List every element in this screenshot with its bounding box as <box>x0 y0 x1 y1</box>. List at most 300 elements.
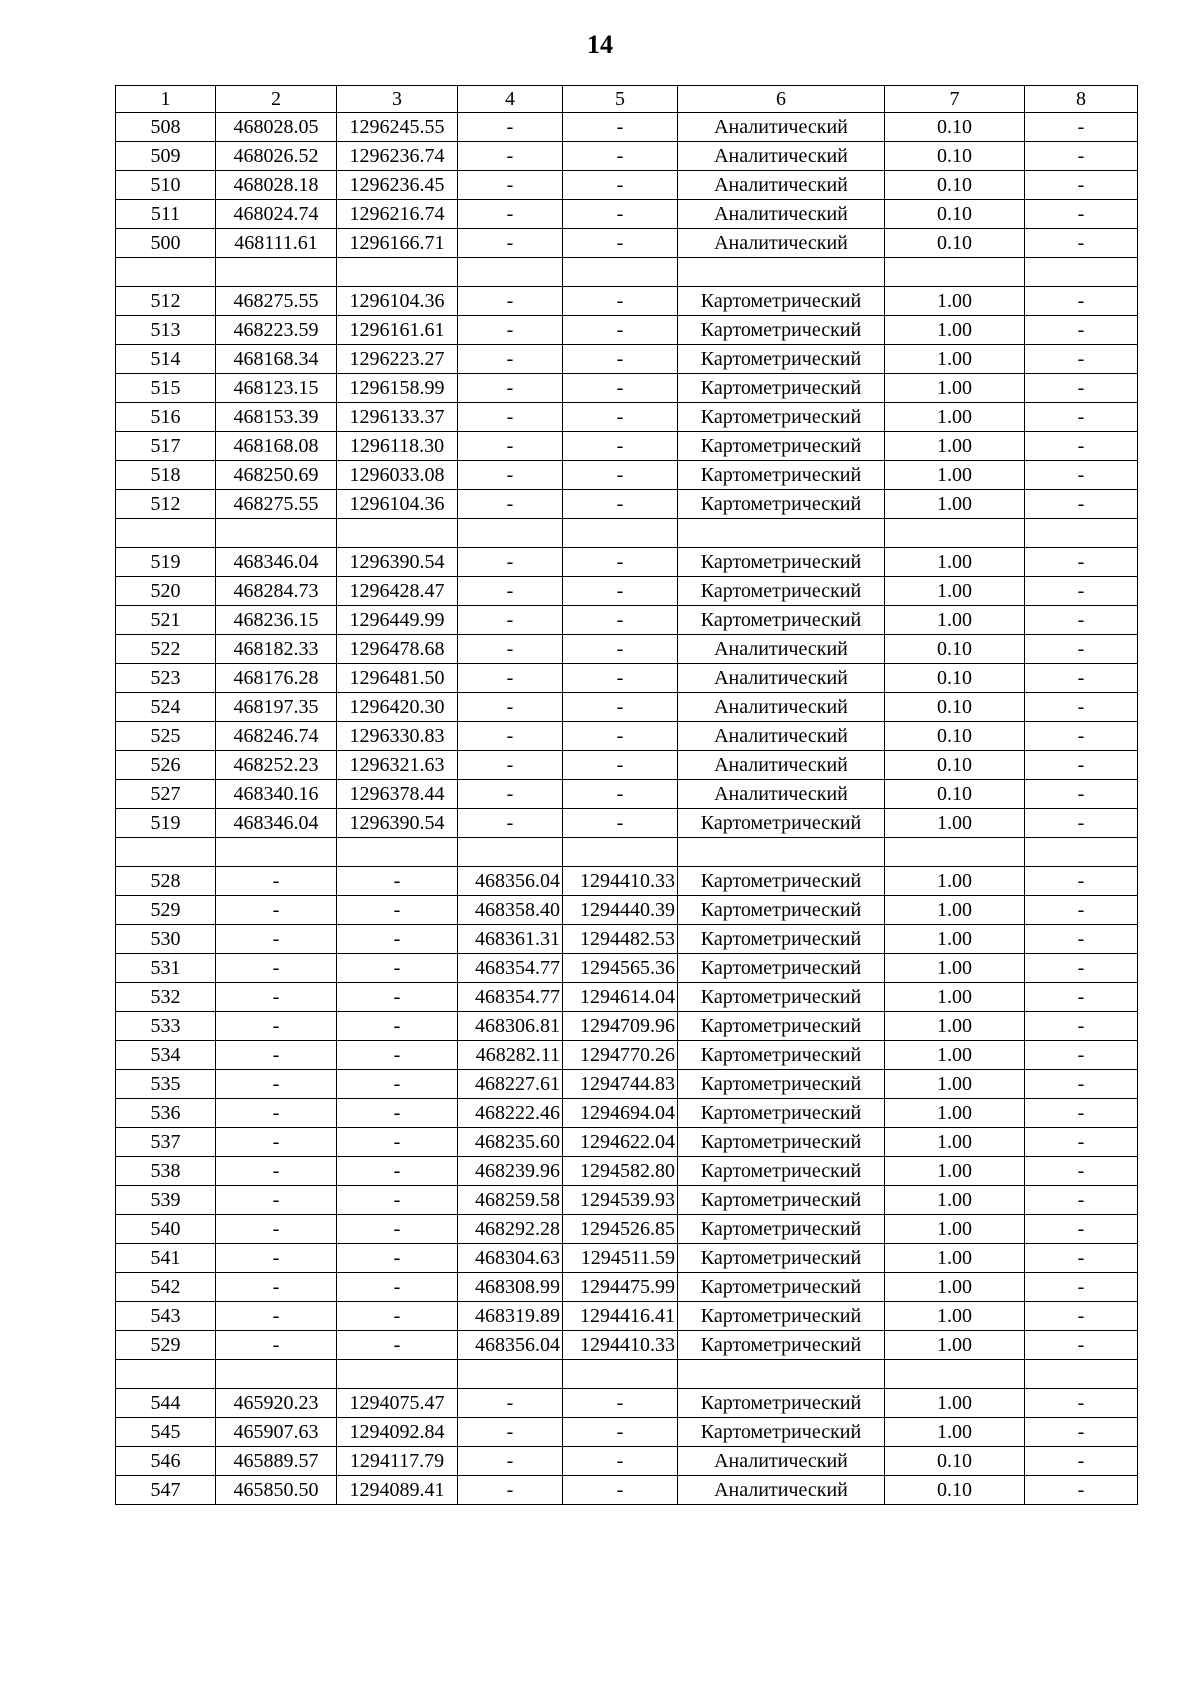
table-cell-col-2: 468346.04 <box>216 548 337 577</box>
table-cell-col-8: - <box>1025 867 1138 896</box>
table-cell-col-7: 1.00 <box>885 1418 1025 1447</box>
table-cell-col-6: Картометрический <box>678 1273 885 1302</box>
table-cell-col-7: 1.00 <box>885 577 1025 606</box>
table-cell-col-4: - <box>458 113 563 142</box>
table-cell-col-7: 1.00 <box>885 490 1025 519</box>
table-cell-col-6: Картометрический <box>678 1099 885 1128</box>
table-cell-col-8: - <box>1025 113 1138 142</box>
table-cell-col-6: Картометрический <box>678 432 885 461</box>
table-cell-col-4: 468222.46 <box>458 1099 563 1128</box>
table-cell-col-3: 1296245.55 <box>337 113 458 142</box>
empty-cell <box>458 258 563 287</box>
table-cell-col-3: 1296118.30 <box>337 432 458 461</box>
table-cell-col-3: 1296166.71 <box>337 229 458 258</box>
table-cell-col-1: 535 <box>116 1070 216 1099</box>
table-cell-col-8: - <box>1025 664 1138 693</box>
table-cell-col-5: - <box>563 171 678 200</box>
table-cell-col-2: 468236.15 <box>216 606 337 635</box>
table-cell-col-7: 1.00 <box>885 548 1025 577</box>
table-cell-col-7: 1.00 <box>885 345 1025 374</box>
table-cell-col-4: - <box>458 316 563 345</box>
table-cell-col-7: 1.00 <box>885 1215 1025 1244</box>
table-cell-col-3: - <box>337 1099 458 1128</box>
table-cell-col-1: 524 <box>116 693 216 722</box>
table-cell-col-1: 543 <box>116 1302 216 1331</box>
table-cell-col-3: 1296390.54 <box>337 548 458 577</box>
table-cell-col-7: 1.00 <box>885 1244 1025 1273</box>
table-cell-col-6: Картометрический <box>678 809 885 838</box>
table-cell-col-8: - <box>1025 1012 1138 1041</box>
table-cell-col-6: Аналитический <box>678 780 885 809</box>
table-row <box>116 1447 1138 1476</box>
table-cell-col-2: 468176.28 <box>216 664 337 693</box>
table-cell-col-6: Картометрический <box>678 1418 885 1447</box>
table-cell-col-6: Аналитический <box>678 171 885 200</box>
table-cell-col-5: 1294770.26 <box>563 1041 678 1070</box>
table-cell-col-4: 468358.40 <box>458 896 563 925</box>
table-cell-col-5: - <box>563 374 678 403</box>
table-cell-col-7: 1.00 <box>885 867 1025 896</box>
table-cell-col-5: 1294565.36 <box>563 954 678 983</box>
table-cell-col-5: - <box>563 548 678 577</box>
table-cell-col-1: 542 <box>116 1273 216 1302</box>
table-cell-col-1: 521 <box>116 606 216 635</box>
table-cell-col-5: - <box>563 751 678 780</box>
table-cell-col-2: - <box>216 1070 337 1099</box>
table-row <box>116 693 1138 722</box>
table-cell-col-2: 468168.34 <box>216 345 337 374</box>
table-cell-col-4: 468227.61 <box>458 1070 563 1099</box>
empty-cell <box>458 519 563 548</box>
table-cell-col-8: - <box>1025 374 1138 403</box>
empty-cell <box>885 838 1025 867</box>
table-cell-col-7: 1.00 <box>885 809 1025 838</box>
header-col-3: 3 <box>337 86 458 113</box>
table-cell-col-8: - <box>1025 1302 1138 1331</box>
table-cell-col-8: - <box>1025 490 1138 519</box>
table-cell-col-5: - <box>563 432 678 461</box>
table-cell-col-3: 1294075.47 <box>337 1389 458 1418</box>
table-row <box>116 1389 1138 1418</box>
table-row <box>116 1128 1138 1157</box>
empty-cell <box>563 838 678 867</box>
table-cell-col-4: - <box>458 1476 563 1505</box>
page-number: 14 <box>587 30 613 59</box>
table-cell-col-1: 514 <box>116 345 216 374</box>
table-cell-col-1: 515 <box>116 374 216 403</box>
table-cell-col-7: 1.00 <box>885 374 1025 403</box>
empty-cell <box>563 1360 678 1389</box>
table-cell-col-1: 526 <box>116 751 216 780</box>
empty-cell <box>1025 1360 1138 1389</box>
table-cell-col-8: - <box>1025 548 1138 577</box>
table-cell-col-3: - <box>337 1215 458 1244</box>
table-cell-col-1: 509 <box>116 142 216 171</box>
table-cell-col-5: - <box>563 229 678 258</box>
table-cell-col-7: 1.00 <box>885 287 1025 316</box>
table-row <box>116 1331 1138 1360</box>
table-cell-col-5: 1294614.04 <box>563 983 678 1012</box>
table-cell-col-3: 1296236.74 <box>337 142 458 171</box>
table-row <box>116 1476 1138 1505</box>
table-cell-col-8: - <box>1025 432 1138 461</box>
table-cell-col-1: 540 <box>116 1215 216 1244</box>
table-cell-col-5: - <box>563 722 678 751</box>
table-cell-col-7: 0.10 <box>885 780 1025 809</box>
table-cell-col-2: 468168.08 <box>216 432 337 461</box>
table-cell-col-6: Аналитический <box>678 1476 885 1505</box>
table-cell-col-6: Аналитический <box>678 635 885 664</box>
table-row <box>116 1302 1138 1331</box>
table-cell-col-4: 468235.60 <box>458 1128 563 1157</box>
table-cell-col-8: - <box>1025 954 1138 983</box>
table-cell-col-3: 1296158.99 <box>337 374 458 403</box>
table-cell-col-2: 468246.74 <box>216 722 337 751</box>
table-cell-col-2: - <box>216 1099 337 1128</box>
table-cell-col-5: 1294539.93 <box>563 1186 678 1215</box>
table-row <box>116 1418 1138 1447</box>
table-cell-col-7: 1.00 <box>885 1070 1025 1099</box>
table-cell-col-7: 1.00 <box>885 1273 1025 1302</box>
table-row <box>116 751 1138 780</box>
table-cell-col-1: 531 <box>116 954 216 983</box>
table-cell-col-5: 1294440.39 <box>563 896 678 925</box>
table-cell-col-8: - <box>1025 751 1138 780</box>
table-cell-col-8: - <box>1025 1099 1138 1128</box>
table-cell-col-1: 529 <box>116 1331 216 1360</box>
table-cell-col-8: - <box>1025 345 1138 374</box>
table-cell-col-4: - <box>458 200 563 229</box>
table-cell-col-4: 468306.81 <box>458 1012 563 1041</box>
table-cell-col-3: 1296449.99 <box>337 606 458 635</box>
table-cell-col-2: - <box>216 1012 337 1041</box>
table-row <box>116 287 1138 316</box>
table-cell-col-2: - <box>216 983 337 1012</box>
empty-cell <box>678 258 885 287</box>
table-row <box>116 780 1138 809</box>
table-cell-col-7: 1.00 <box>885 606 1025 635</box>
table-row <box>116 432 1138 461</box>
empty-cell <box>337 519 458 548</box>
table-cell-col-1: 500 <box>116 229 216 258</box>
header-row <box>116 86 1138 113</box>
table-cell-col-8: - <box>1025 1244 1138 1273</box>
table-row <box>116 983 1138 1012</box>
table-cell-col-1: 513 <box>116 316 216 345</box>
table-cell-col-5: - <box>563 316 678 345</box>
table-cell-col-8: - <box>1025 1070 1138 1099</box>
table-cell-col-7: 1.00 <box>885 1012 1025 1041</box>
table-cell-col-4: - <box>458 577 563 606</box>
table-cell-col-3: - <box>337 1331 458 1360</box>
table-cell-col-8: - <box>1025 287 1138 316</box>
table-cell-col-6: Аналитический <box>678 113 885 142</box>
empty-cell <box>337 258 458 287</box>
table-row <box>116 664 1138 693</box>
table-cell-col-6: Картометрический <box>678 606 885 635</box>
separator-row <box>116 1360 1138 1389</box>
table-cell-col-6: Картометрический <box>678 896 885 925</box>
table-cell-col-7: 0.10 <box>885 635 1025 664</box>
table-row <box>116 925 1138 954</box>
table-cell-col-1: 519 <box>116 809 216 838</box>
table-cell-col-1: 544 <box>116 1389 216 1418</box>
table-cell-col-8: - <box>1025 577 1138 606</box>
table-cell-col-2: - <box>216 1128 337 1157</box>
table-cell-col-8: - <box>1025 1186 1138 1215</box>
table-cell-col-4: - <box>458 548 563 577</box>
table-cell-col-3: - <box>337 954 458 983</box>
table-cell-col-3: 1296478.68 <box>337 635 458 664</box>
table-cell-col-4: - <box>458 722 563 751</box>
table-cell-col-3: 1296481.50 <box>337 664 458 693</box>
table-cell-col-3: - <box>337 1273 458 1302</box>
table-cell-col-3: 1294092.84 <box>337 1418 458 1447</box>
table-cell-col-1: 520 <box>116 577 216 606</box>
separator-row <box>116 258 1138 287</box>
table-row <box>116 171 1138 200</box>
table-cell-col-8: - <box>1025 1273 1138 1302</box>
table-cell-col-3: 1296104.36 <box>337 287 458 316</box>
table-cell-col-1: 530 <box>116 925 216 954</box>
table-cell-col-2: 468340.16 <box>216 780 337 809</box>
table-cell-col-6: Картометрический <box>678 374 885 403</box>
table-cell-col-7: 1.00 <box>885 1186 1025 1215</box>
table-cell-col-3: 1296223.27 <box>337 345 458 374</box>
table-cell-col-2: - <box>216 1041 337 1070</box>
table-cell-col-4: - <box>458 1447 563 1476</box>
table-cell-col-1: 529 <box>116 896 216 925</box>
table-row <box>116 809 1138 838</box>
table-cell-col-4: 468292.28 <box>458 1215 563 1244</box>
table-cell-col-2: 468026.52 <box>216 142 337 171</box>
table-cell-col-4: - <box>458 403 563 432</box>
table-cell-col-6: Картометрический <box>678 1244 885 1273</box>
table-cell-col-8: - <box>1025 1331 1138 1360</box>
table-cell-col-8: - <box>1025 142 1138 171</box>
table-cell-col-5: - <box>563 142 678 171</box>
table-cell-col-4: - <box>458 171 563 200</box>
empty-cell <box>1025 838 1138 867</box>
table-row <box>116 1273 1138 1302</box>
table-cell-col-3: 1296133.37 <box>337 403 458 432</box>
table-cell-col-6: Аналитический <box>678 693 885 722</box>
table-cell-col-7: 1.00 <box>885 1157 1025 1186</box>
table-cell-col-4: - <box>458 142 563 171</box>
table-cell-col-4: - <box>458 432 563 461</box>
empty-cell <box>563 519 678 548</box>
table-cell-col-4: 468259.58 <box>458 1186 563 1215</box>
table-cell-col-4: - <box>458 606 563 635</box>
table-row <box>116 635 1138 664</box>
table-cell-col-3: 1294117.79 <box>337 1447 458 1476</box>
table-cell-col-7: 0.10 <box>885 693 1025 722</box>
table-cell-col-1: 525 <box>116 722 216 751</box>
table-cell-col-8: - <box>1025 316 1138 345</box>
table-cell-col-8: - <box>1025 983 1138 1012</box>
table-cell-col-5: 1294582.80 <box>563 1157 678 1186</box>
table-cell-col-8: - <box>1025 1389 1138 1418</box>
table-cell-col-5: 1294416.41 <box>563 1302 678 1331</box>
table-row <box>116 345 1138 374</box>
table-cell-col-6: Картометрический <box>678 1302 885 1331</box>
table-cell-col-8: - <box>1025 925 1138 954</box>
table-cell-col-2: - <box>216 1215 337 1244</box>
table-cell-col-4: - <box>458 780 563 809</box>
table-cell-col-3: 1296420.30 <box>337 693 458 722</box>
table-cell-col-5: - <box>563 809 678 838</box>
empty-cell <box>1025 519 1138 548</box>
table-cell-col-4: - <box>458 809 563 838</box>
table-cell-col-5: 1294622.04 <box>563 1128 678 1157</box>
table-cell-col-7: 0.10 <box>885 113 1025 142</box>
table-cell-col-3: 1296216.74 <box>337 200 458 229</box>
table-cell-col-7: 1.00 <box>885 983 1025 1012</box>
table-row <box>116 490 1138 519</box>
table-cell-col-6: Картометрический <box>678 983 885 1012</box>
table-cell-col-8: - <box>1025 1215 1138 1244</box>
table-cell-col-6: Аналитический <box>678 751 885 780</box>
table-cell-col-1: 518 <box>116 461 216 490</box>
table-cell-col-6: Картометрический <box>678 1041 885 1070</box>
table-cell-col-5: - <box>563 1418 678 1447</box>
table-cell-col-3: 1296236.45 <box>337 171 458 200</box>
table-row <box>116 142 1138 171</box>
empty-cell <box>885 1360 1025 1389</box>
table-cell-col-1: 510 <box>116 171 216 200</box>
table-cell-col-1: 534 <box>116 1041 216 1070</box>
empty-cell <box>116 1360 216 1389</box>
table-cell-col-3: 1296161.61 <box>337 316 458 345</box>
table-cell-col-5: - <box>563 461 678 490</box>
table-cell-col-5: 1294482.53 <box>563 925 678 954</box>
table-cell-col-7: 1.00 <box>885 1041 1025 1070</box>
empty-cell <box>216 519 337 548</box>
empty-cell <box>885 519 1025 548</box>
table-cell-col-6: Картометрический <box>678 345 885 374</box>
table-cell-col-8: - <box>1025 171 1138 200</box>
table-cell-col-3: - <box>337 925 458 954</box>
table-cell-col-2: 468275.55 <box>216 490 337 519</box>
table-cell-col-3: 1296321.63 <box>337 751 458 780</box>
table-cell-col-4: 468308.99 <box>458 1273 563 1302</box>
table-cell-col-7: 1.00 <box>885 954 1025 983</box>
table-row <box>116 606 1138 635</box>
table-cell-col-8: - <box>1025 461 1138 490</box>
table-cell-col-5: - <box>563 287 678 316</box>
table-cell-col-1: 517 <box>116 432 216 461</box>
table-cell-col-3: - <box>337 896 458 925</box>
table-cell-col-6: Аналитический <box>678 142 885 171</box>
table-row <box>116 1041 1138 1070</box>
table-cell-col-3: - <box>337 1041 458 1070</box>
table-row <box>116 577 1138 606</box>
table-cell-col-6: Картометрический <box>678 867 885 896</box>
table-cell-col-5: - <box>563 1389 678 1418</box>
table-cell-col-6: Аналитический <box>678 229 885 258</box>
table-cell-col-5: - <box>563 664 678 693</box>
table-cell-col-8: - <box>1025 780 1138 809</box>
table-cell-col-5: - <box>563 606 678 635</box>
table-cell-col-5: - <box>563 113 678 142</box>
empty-cell <box>1025 258 1138 287</box>
table-cell-col-2: 465850.50 <box>216 1476 337 1505</box>
header-col-5: 5 <box>563 86 678 113</box>
table-row <box>116 954 1138 983</box>
table-cell-col-7: 1.00 <box>885 1331 1025 1360</box>
table-row <box>116 229 1138 258</box>
empty-cell <box>678 838 885 867</box>
table-cell-col-8: - <box>1025 1157 1138 1186</box>
table-cell-col-5: - <box>563 693 678 722</box>
empty-cell <box>678 1360 885 1389</box>
table-cell-col-7: 1.00 <box>885 1302 1025 1331</box>
table-cell-col-3: - <box>337 1128 458 1157</box>
table-cell-col-6: Картометрический <box>678 925 885 954</box>
empty-cell <box>458 838 563 867</box>
table-row <box>116 200 1138 229</box>
empty-cell <box>337 838 458 867</box>
table-cell-col-8: - <box>1025 693 1138 722</box>
table-cell-col-3: 1296428.47 <box>337 577 458 606</box>
table-cell-col-2: 468197.35 <box>216 693 337 722</box>
table-cell-col-5: 1294475.99 <box>563 1273 678 1302</box>
table-row <box>116 548 1138 577</box>
table-cell-col-6: Картометрический <box>678 403 885 432</box>
table-cell-col-5: - <box>563 345 678 374</box>
table-cell-col-6: Картометрический <box>678 316 885 345</box>
table-cell-col-1: 528 <box>116 867 216 896</box>
table-cell-col-5: 1294410.33 <box>563 867 678 896</box>
table-cell-col-2: 465907.63 <box>216 1418 337 1447</box>
table-cell-col-2: - <box>216 1331 337 1360</box>
table-cell-col-4: - <box>458 751 563 780</box>
table-row <box>116 316 1138 345</box>
table-cell-col-2: 468182.33 <box>216 635 337 664</box>
table-cell-col-1: 539 <box>116 1186 216 1215</box>
table-row <box>116 113 1138 142</box>
table-cell-col-7: 1.00 <box>885 316 1025 345</box>
table-cell-col-4: 468282.11 <box>458 1041 563 1070</box>
table-cell-col-7: 0.10 <box>885 751 1025 780</box>
table-cell-col-2: 468153.39 <box>216 403 337 432</box>
table-cell-col-8: - <box>1025 229 1138 258</box>
table-cell-col-6: Картометрический <box>678 1389 885 1418</box>
table-cell-col-3: - <box>337 1070 458 1099</box>
table-cell-col-2: 468275.55 <box>216 287 337 316</box>
table-cell-col-5: - <box>563 490 678 519</box>
table-cell-col-2: - <box>216 925 337 954</box>
table-cell-col-7: 0.10 <box>885 229 1025 258</box>
table-row <box>116 722 1138 751</box>
table-cell-col-3: 1296330.83 <box>337 722 458 751</box>
table-cell-col-6: Аналитический <box>678 664 885 693</box>
empty-cell <box>678 519 885 548</box>
empty-cell <box>337 1360 458 1389</box>
table-cell-col-2: - <box>216 1244 337 1273</box>
table-cell-col-1: 533 <box>116 1012 216 1041</box>
empty-cell <box>216 1360 337 1389</box>
table-cell-col-6: Картометрический <box>678 490 885 519</box>
table-cell-col-1: 536 <box>116 1099 216 1128</box>
empty-cell <box>116 519 216 548</box>
table-cell-col-2: 468028.18 <box>216 171 337 200</box>
table-cell-col-7: 1.00 <box>885 925 1025 954</box>
table-cell-col-7: 0.10 <box>885 1476 1025 1505</box>
table-cell-col-5: - <box>563 635 678 664</box>
table-cell-col-4: - <box>458 1389 563 1418</box>
table-cell-col-4: - <box>458 374 563 403</box>
